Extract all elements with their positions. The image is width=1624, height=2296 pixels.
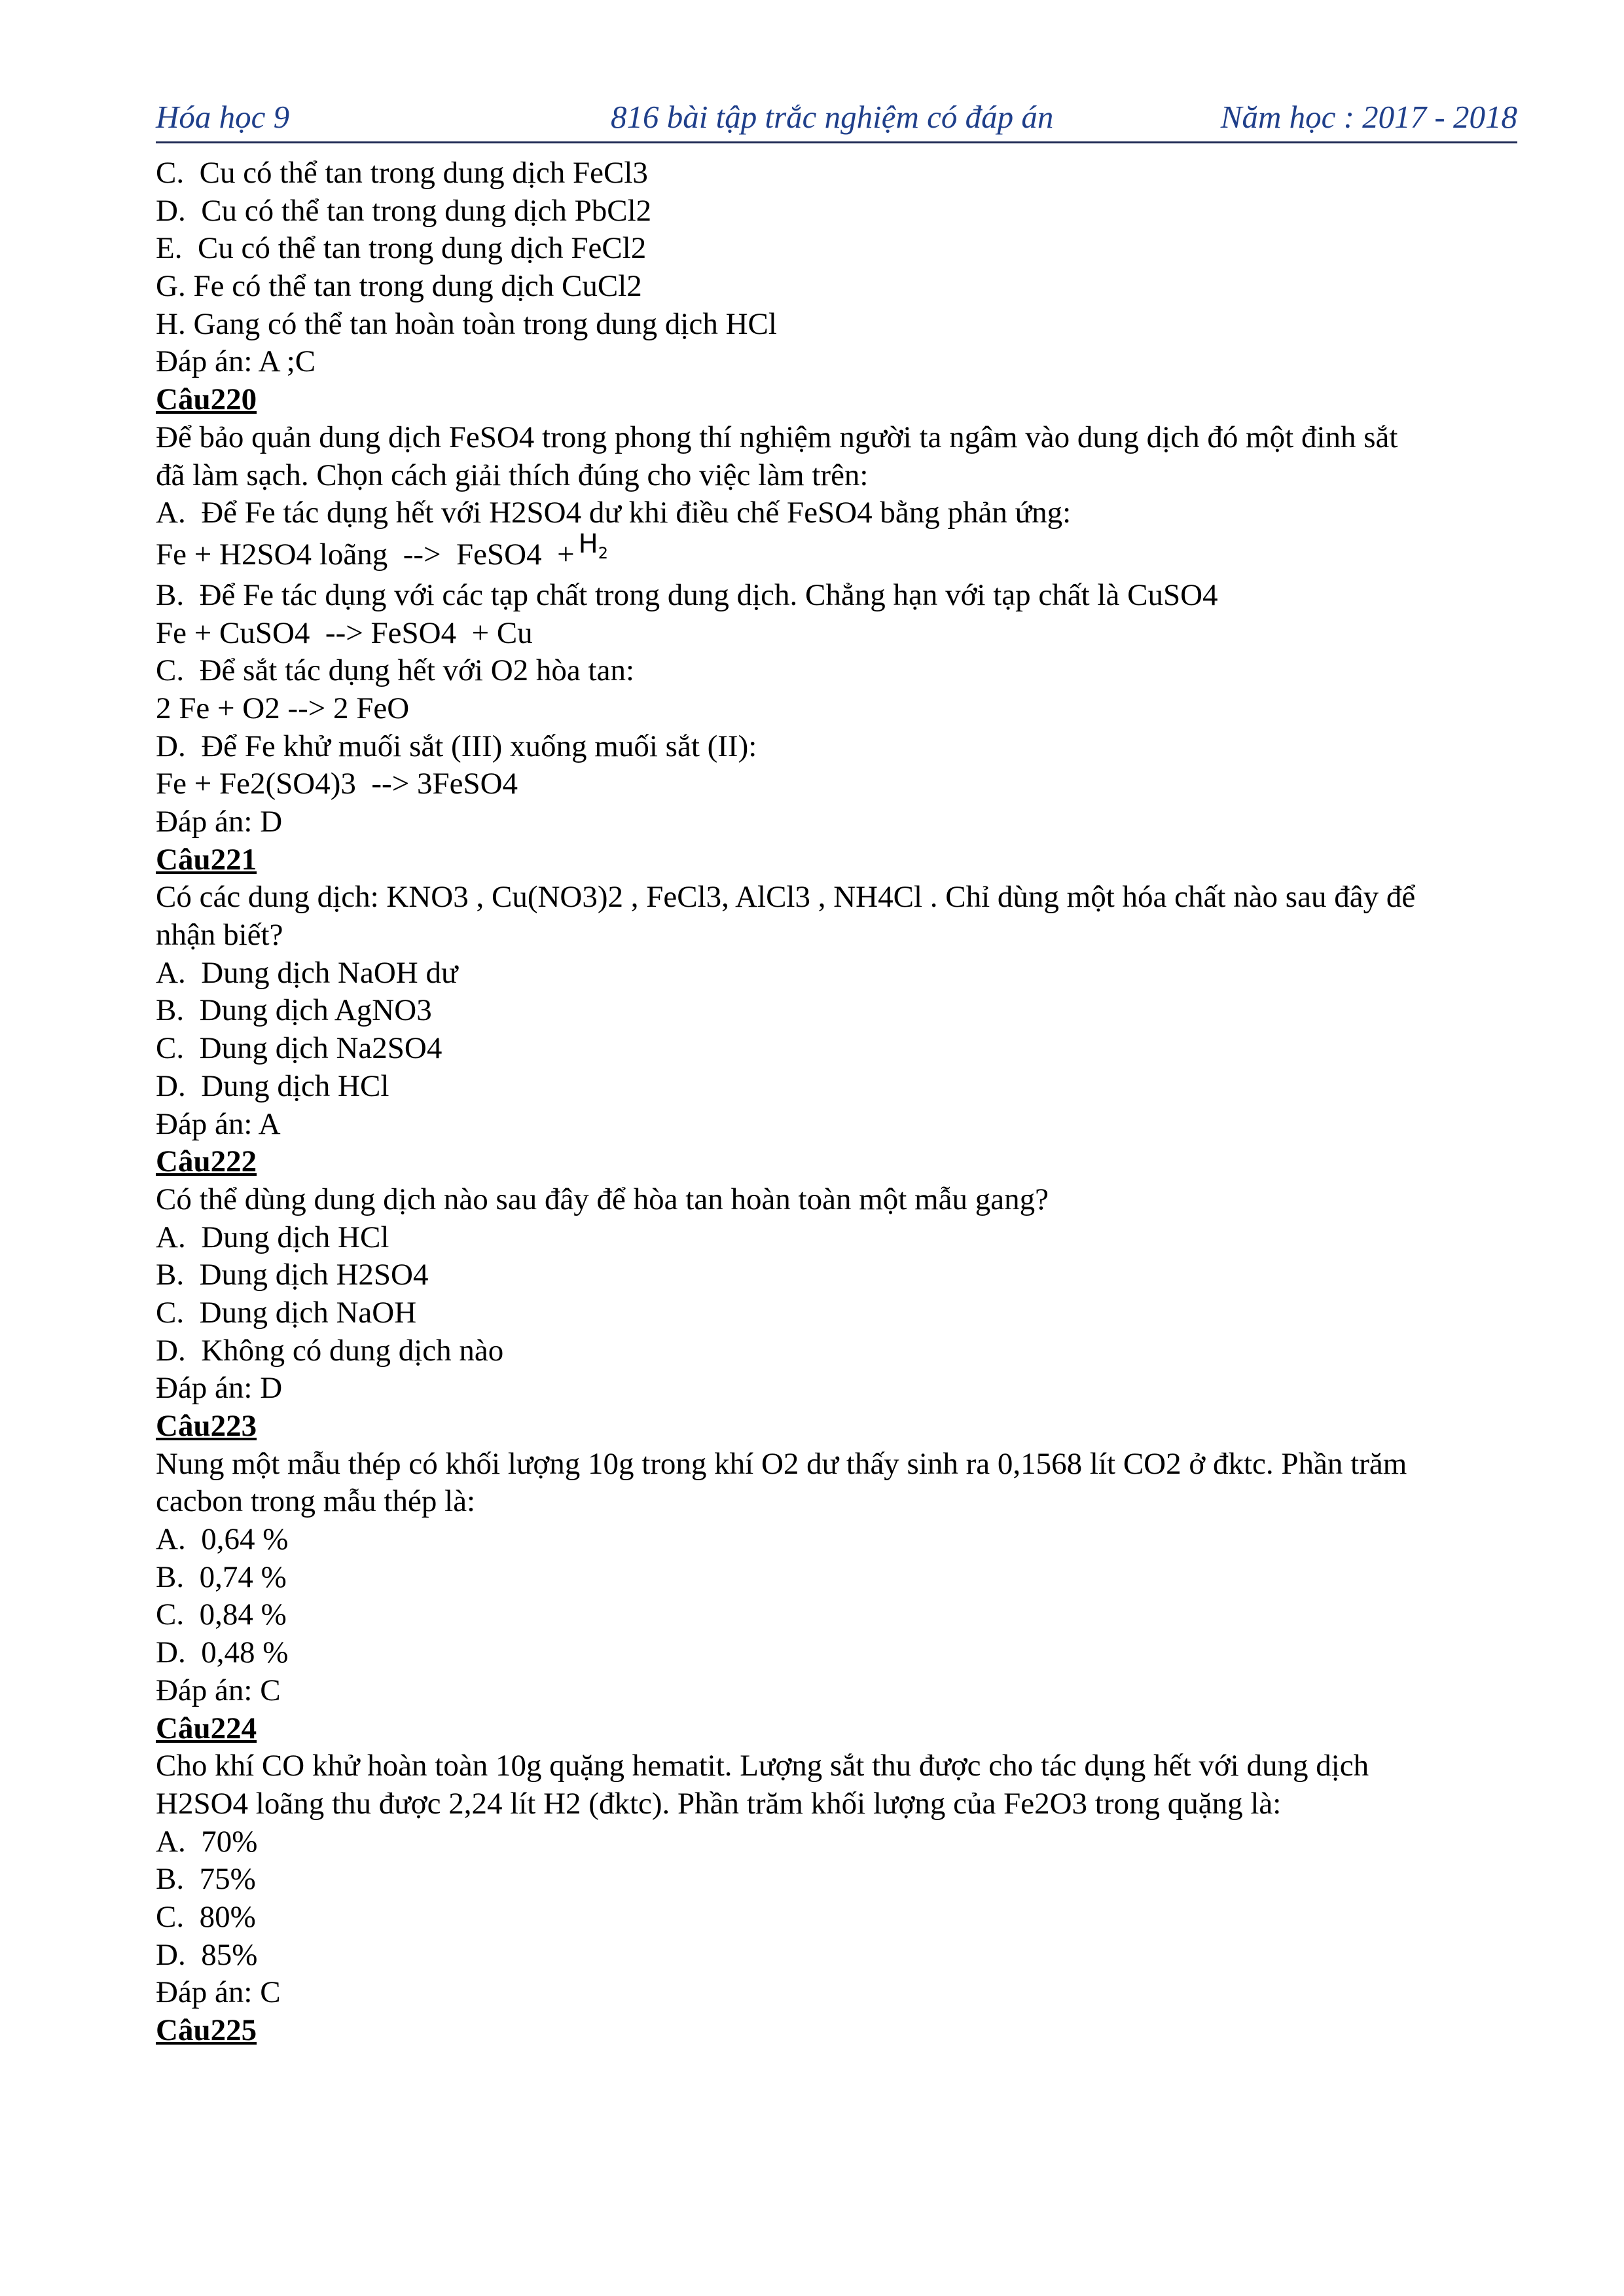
answer-line: Đáp án: C bbox=[156, 1975, 281, 2010]
question-stem: Có các dung dịch: KNO3 , Cu(NO3)2 , FeCl3, AlCl3 , NH4Cl . Chỉ dùng một hóa chất nào sau đây để bbox=[156, 880, 1416, 915]
option-a: A. Dung dịch HCl bbox=[156, 1220, 389, 1254]
question-stem: cacbon trong mẫu thép là: bbox=[156, 1484, 476, 1519]
equation-a bbox=[156, 528, 1517, 577]
question-stem: Có thể dùng dung dịch nào sau đây để hòa tan hoàn toàn một mẫu gang? bbox=[156, 1182, 1049, 1216]
question-224 bbox=[156, 1710, 1517, 2013]
answer-line: Đáp án: C bbox=[156, 1673, 281, 1707]
option-b: B. Dung dịch H2SO4 bbox=[156, 1258, 429, 1292]
question-stem: Nung một mẫu thép có khối lượng 10g trong khí O2 dư thấy sinh ra 0,1568 lít CO2 ở đktc. Phần trăm bbox=[156, 1446, 1407, 1481]
option-c: C. 80% bbox=[156, 1899, 256, 1934]
option-b: B. Dung dịch AgNO3 bbox=[156, 993, 432, 1028]
header-subject: Hóa học 9 bbox=[156, 99, 290, 135]
question-stem: nhận biết? bbox=[156, 918, 283, 953]
question-title: Câu221 bbox=[156, 842, 257, 877]
option-line: E. Cu có thể tan trong dung dịch FeCl2 bbox=[156, 231, 647, 266]
option-line: D. Cu có thể tan trong dung dịch PbCl2 bbox=[156, 193, 652, 228]
question-title: Câu224 bbox=[156, 1711, 257, 1745]
question-title: Câu220 bbox=[156, 382, 257, 417]
header-school-year: Năm học : 2017 - 2018 bbox=[1220, 99, 1517, 135]
option-a: A. 70% bbox=[156, 1824, 258, 1859]
equation-b: Fe + CuSO4 --> FeSO4 + Cu bbox=[156, 615, 533, 650]
option-a: A. Để Fe tác dụng hết với H2SO4 dư khi điều chế FeSO4 bằng phản ứng: bbox=[156, 496, 1072, 530]
question-stem: đã làm sạch. Chọn cách giải thích đúng cho việc làm trên: bbox=[156, 458, 869, 492]
question-221 bbox=[156, 841, 1517, 1144]
answer-line: Đáp án: A ;C bbox=[156, 344, 316, 379]
equation-text: Fe + H2SO4 loãng --> FeSO4 + bbox=[156, 537, 575, 572]
option-d: D. Dung dịch HCl bbox=[156, 1068, 389, 1103]
option-b: B. 0,74 % bbox=[156, 1559, 287, 1594]
answer-line: Đáp án: D bbox=[156, 805, 283, 839]
question-223 bbox=[156, 1408, 1517, 1710]
option-line: C. Cu có thể tan trong dung dịch FeCl3 bbox=[156, 156, 648, 190]
answer-line: Đáp án: A bbox=[156, 1106, 281, 1141]
option-b: B. Để Fe tác dụng với các tạp chất trong dung dịch. Chẳng hạn với tạp chất là CuSO4 bbox=[156, 577, 1218, 612]
question-title: Câu225 bbox=[156, 2013, 257, 2047]
question-title: Câu223 bbox=[156, 1409, 257, 1443]
equation-d: Fe + Fe2(SO4)3 --> 3FeSO4 bbox=[156, 767, 518, 801]
question-stem: H2SO4 loãng thu được 2,24 lít H2 (đktc). Phần trăm khối lượng của Fe2O3 trong quặng là: bbox=[156, 1786, 1282, 1821]
question-220 bbox=[156, 381, 1517, 841]
option-d: D. Để Fe khử muối sắt (III) xuống muối sắt (II): bbox=[156, 729, 757, 763]
option-c: C. Để sắt tác dụng hết với O2 hòa tan: bbox=[156, 653, 635, 688]
option-a: A. 0,64 % bbox=[156, 1522, 289, 1557]
page-header bbox=[156, 92, 1517, 143]
question-219-continuation bbox=[156, 155, 1517, 381]
option-line: H. Gang có thể tan hoàn toàn trong dung dịch HCl bbox=[156, 306, 777, 341]
option-d: D. Không có dung dịch nào bbox=[156, 1333, 504, 1368]
question-225 bbox=[156, 2012, 1517, 2050]
question-222 bbox=[156, 1143, 1517, 1408]
option-c: C. 0,84 % bbox=[156, 1597, 287, 1632]
option-c: C. Dung dịch NaOH bbox=[156, 1295, 417, 1330]
question-stem: Để bảo quản dung dịch FeSO4 trong phong thí nghiệm người ta ngâm vào dung dịch đó một đinh sắt bbox=[156, 420, 1398, 454]
equation-c: 2 Fe + O2 --> 2 FeO bbox=[156, 691, 410, 725]
question-title: Câu222 bbox=[156, 1144, 257, 1179]
h2-formula-image: $H_2$ bbox=[578, 528, 608, 562]
option-c: C. Dung dịch Na2SO4 bbox=[156, 1031, 442, 1066]
question-stem: Cho khí CO khử hoàn toàn 10g quặng hematit. Lượng sắt thu được cho tác dụng hết với dung dịch bbox=[156, 1749, 1369, 1783]
option-line: G. Fe có thể tan trong dung dịch CuCl2 bbox=[156, 269, 642, 304]
page-content bbox=[156, 155, 1517, 2050]
option-a: A. Dung dịch NaOH dư bbox=[156, 955, 458, 990]
header-book-title: 816 bài tập trắc nghiệm có đáp án bbox=[611, 99, 1054, 135]
option-d: D. 0,48 % bbox=[156, 1635, 289, 1670]
option-b: B. 75% bbox=[156, 1862, 256, 1897]
answer-line: Đáp án: D bbox=[156, 1371, 283, 1406]
option-d: D. 85% bbox=[156, 1937, 258, 1972]
